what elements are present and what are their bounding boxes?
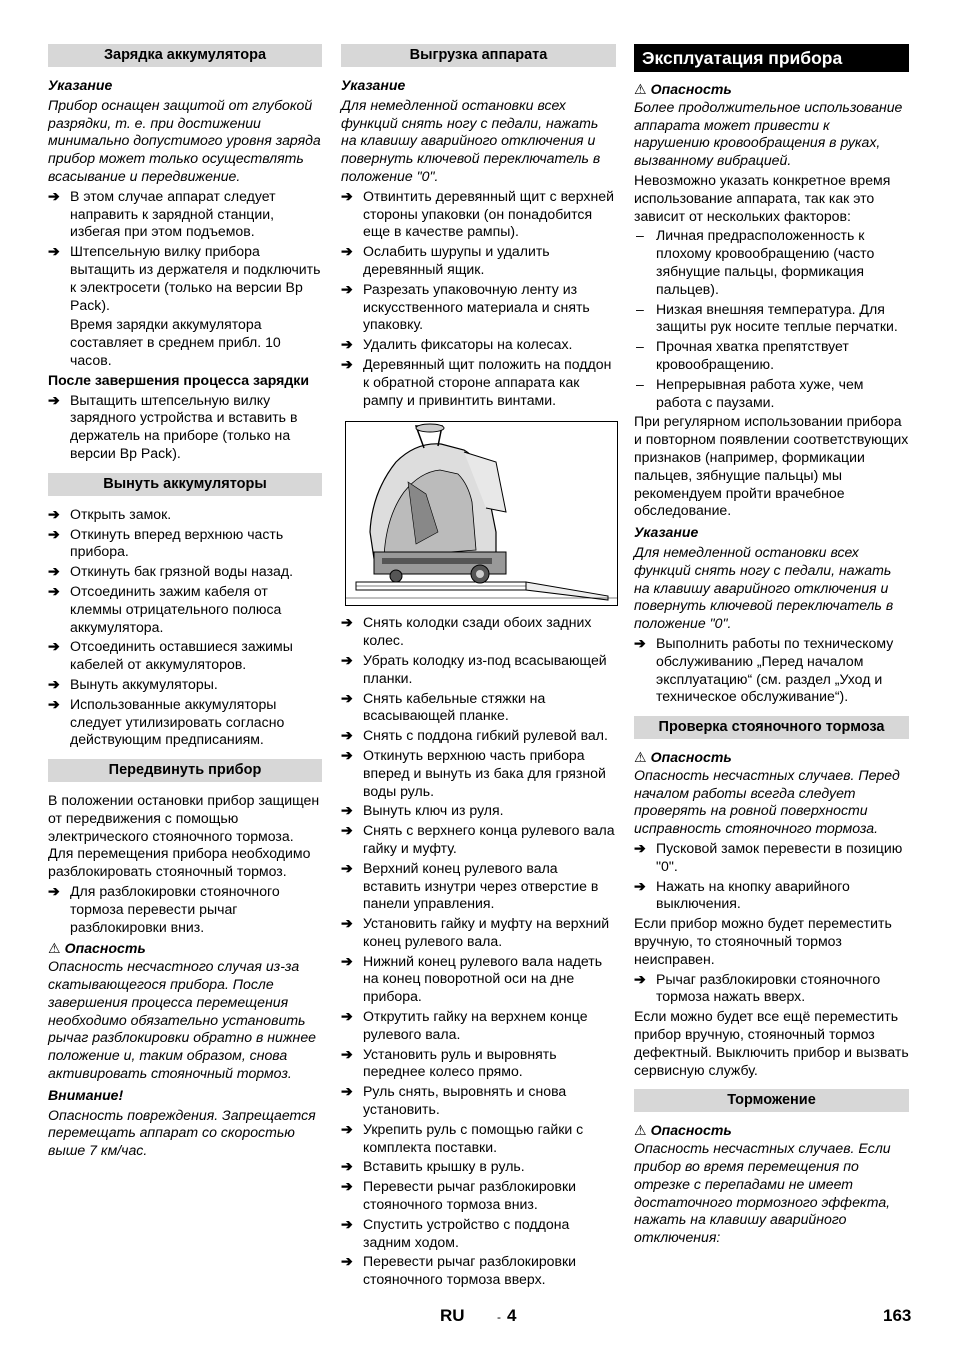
dash-bullet: – (636, 375, 644, 392)
list-item: ➔ Деревянный щит положить на поддон к обратной стороне аппарата как рампу и привинтить винтами. (341, 355, 612, 408)
danger-text: Более продолжительное использование аппарата может привести к нарушению кровообращения в руках, вызванному вибрацией. (634, 98, 903, 169)
list-item: ➔ Отсоединить оставшиеся зажимы кабелей от аккумуляторов. (48, 638, 293, 673)
arrow-icon: ➔ (341, 243, 353, 260)
arrow-icon: ➔ (341, 280, 353, 297)
machine-illustration (345, 421, 618, 606)
arrow-icon: ➔ (341, 1215, 353, 1232)
arrow-icon: ➔ (341, 746, 353, 763)
arrow-icon: ➔ (341, 614, 353, 631)
heading-move-device: Передвинуть прибор (48, 759, 322, 782)
note-text: Прибор оснащен защитой от глубокой разрядки, т. е. при достижении минимально допустимого уровня заряда прибор может только осуществлять всасывание и передвижение. (48, 96, 321, 184)
list-item: ➔ Откинуть верхнюю часть прибора вперед и вынуть из бака для грязной воды руль. (341, 746, 606, 799)
list-item: – Личная предрасположенность к плохому кровообращению (часто зябнущие пальцы, формикация пальцев). (636, 227, 875, 297)
list-item: ➔ Установить руль и выровнять переднее колесо прямо. (341, 1045, 557, 1080)
list-item: ➔ Откинуть бак грязной воды назад. (48, 563, 294, 580)
column-left (48, 44, 322, 1162)
arrow-icon: ➔ (341, 355, 353, 372)
arrow-icon: ➔ (341, 689, 353, 706)
list-item: ➔ Перевести рычаг разблокировки стояночного тормоза вниз. (341, 1178, 577, 1213)
note-text: Для немедленной остановки всех функций снять ногу с педали, нажать на клавишу аварийного отключения и повернуть ключевой переключатель в положение "0". (634, 543, 894, 632)
warning-triangle-icon: ⚠ (48, 940, 61, 957)
page-number: 163 (883, 1306, 912, 1325)
brake-text: Если прибор можно будет переместить вручную, то стояночный тормоз неисправен. (634, 915, 892, 967)
arrow-icon: ➔ (48, 243, 60, 260)
arrow-icon: ➔ (48, 391, 60, 408)
arrow-icon: ➔ (341, 859, 353, 876)
arrow-icon: ➔ (48, 675, 60, 692)
scrubber-on-pallet-drawing (346, 422, 617, 605)
vibration-text: Невозможно указать конкретное время использование аппарата, так как это зависит от нескольких факторов: (634, 171, 891, 224)
arrow-icon: ➔ (634, 840, 646, 857)
list-item: ➔ Снять с поддона гибкий рулевой вал. (341, 727, 608, 744)
list-item: ➔ Пусковой замок перевести в позицию "0". (634, 840, 903, 874)
arrow-icon: ➔ (341, 952, 353, 969)
list-item: ➔ Нижний конец рулевого вала надеть на конец поворотной оси на дне прибора. (341, 952, 603, 1005)
heading-charging: Зарядка аккумулятора (48, 44, 322, 67)
list-item: ➔ Ослабить шурупы и удалить деревянный ящик. (341, 243, 550, 277)
dash-bullet: – (636, 300, 644, 317)
arrow-icon: ➔ (341, 1083, 353, 1100)
list-item: ➔ Установить гайку и муфту на верхний конец рулевого вала. (341, 915, 610, 949)
regular-use-text: При регулярном использовании прибора и повторном появлении соответствующих признаков (например, формикации пальцев, зябнущие пальцы) мы рекомендуем пройти врачебное обследование. (634, 413, 909, 519)
arrow-icon: ➔ (341, 1008, 353, 1025)
list-item: ➔ Выполнить работы по техническому обслуживанию „Перед началом эксплуатацию“ (см. раздел „Уход и техническое обслуживание“). (634, 634, 894, 705)
list-item: ➔ Вынуть ключ из руля. (341, 802, 504, 819)
arrow-icon: ➔ (341, 1178, 353, 1195)
list-item: – Прочная хватка препятствует кровообращению. (636, 338, 849, 372)
list-item: – Низкая внешняя температура. Для защиты рук носите теплые перчатки. (636, 300, 898, 335)
arrow-icon: ➔ (341, 1120, 353, 1137)
list-item: ➔ Удалить фиксаторы на колесах. (341, 336, 573, 353)
footer-separator: - (497, 1310, 501, 1324)
danger-title: ⚠ Опасность (634, 81, 732, 97)
list-item: ➔ Отвинтить деревянный щит с верхней стороны упаковки (он понадобится еще в качестве рампы). (341, 187, 614, 240)
arrow-icon: ➔ (48, 563, 60, 580)
warning-triangle-icon: ⚠ (634, 1122, 647, 1139)
danger-text: Опасность несчастных случаев. Если прибор во время перемещения по отрезке с перепадами не имеет достаточного тормозного эффекта, нажать на клавишу аварийного отключения: (634, 1140, 891, 1246)
column-right (634, 44, 909, 1249)
arrow-icon: ➔ (341, 915, 353, 932)
list-item: ➔ Убрать колодку из-под всасывающей планки. (341, 651, 607, 686)
heading-remove-batteries: Вынуть аккумуляторы (48, 473, 322, 496)
arrow-icon: ➔ (341, 1045, 353, 1062)
list-item: ➔ Открутить гайку на верхнем конце рулевого вала. (341, 1008, 588, 1042)
footer-section-number: 4 (507, 1306, 517, 1325)
list-item: ➔ Укрепить руль с помощью гайки с комплекта поставки. (341, 1120, 584, 1155)
note-title: Указание (48, 77, 113, 93)
danger-text: Опасность несчастного случая из-за скатывающегося прибора. После завершения процесса перемещения необходимо обязательно установить рычаг разблокировки обратно в нижнее положение и, таким образом, снова активировать стояночный тормоз. (48, 958, 316, 1082)
heading-braking: Торможение (634, 1089, 909, 1112)
arrow-icon: ➔ (48, 695, 60, 712)
note-title: Указание (634, 524, 699, 541)
list-item: ➔ Вынуть аккумуляторы. (48, 675, 218, 692)
move-text: В положении остановки прибор защищен от передвижения с помощью электрического стояночного тормоза. Для перемещения прибора необходимо разблокировать стояночный тормоз. (48, 792, 320, 880)
dash-bullet: – (636, 338, 644, 355)
arrow-icon: ➔ (341, 187, 353, 204)
after-charge-title: После завершения процесса зарядки (48, 371, 310, 388)
arrow-icon: ➔ (634, 970, 646, 987)
list-item: ➔ Перевести рычаг разблокировки стояночного тормоза вверх. (341, 1253, 577, 1288)
list-item: ➔ Вставить крышку в руль. (341, 1158, 525, 1175)
list-item: ➔ Рычаг разблокировки стояночного тормоза нажать вверх. (634, 970, 881, 1005)
list-item: ➔ Использованные аккумуляторы следует утилизировать согласно действующим предписаниям. (48, 695, 285, 748)
arrow-icon: ➔ (341, 822, 353, 839)
arrow-icon: ➔ (634, 877, 646, 894)
list-item: ➔ Спустить устройство с поддона задним ходом. (341, 1215, 570, 1250)
dash-bullet: – (636, 227, 644, 244)
list-item: ➔ Снять кабельные стяжки на всасывающей планке. (341, 689, 546, 724)
warning-triangle-icon: ⚠ (634, 749, 647, 766)
list-item: ➔ В этом случае аппарат следует направить к зарядной станции, избегая при этом подъемов. (48, 187, 276, 240)
list-item: ➔ Штепсельную вилку прибора вытащить из держателя и подключить к электросети (только на версии Bp Pack). (48, 243, 321, 313)
arrow-icon: ➔ (48, 525, 60, 542)
list-item: ➔ Откинуть вперед верхнюю часть прибора. (48, 525, 284, 560)
arrow-icon: ➔ (634, 634, 646, 651)
list-item: ➔ Снять с верхнего конца рулевого вала гайку и муфту. (341, 822, 615, 856)
list-item: ➔ Вытащить штепсельную вилку зарядного устройства и вставить в держатель на приборе (только на версии Bp Pack). (48, 391, 298, 461)
heading-unloading: Выгрузка аппарата (341, 44, 616, 67)
heading-parking-brake-check: Проверка стояночного тормоза (634, 716, 909, 739)
danger-title: ⚠ Опасность (634, 1122, 732, 1139)
list-item: ➔ Отсоединить зажим кабеля от клеммы отрицательного полюса аккумулятора. (48, 582, 282, 635)
arrow-icon: ➔ (341, 802, 353, 819)
list-item: ➔ Разрезать упаковочную ленту из искусственного материала и снять упаковку. (341, 280, 590, 333)
arrow-icon: ➔ (341, 651, 353, 668)
danger-title: ⚠ Опасность (48, 940, 146, 957)
column-middle (341, 44, 616, 1291)
arrow-icon: ➔ (48, 638, 60, 655)
charge-time-text: Время зарядки аккумулятора составляет в среднем прибл. 10 часов. (70, 316, 281, 368)
attention-title: Внимание! (48, 1086, 124, 1103)
arrow-icon: ➔ (48, 505, 60, 522)
danger-title: ⚠ Опасность (634, 749, 732, 766)
attention-text: Опасность повреждения. Запрещается перемещать аппарат со скоростью выше 7 км/час. (48, 1106, 316, 1159)
list-item: ➔ Для разблокировки стояночного тормоза перевести рычаг разблокировки вниз. (48, 883, 280, 935)
arrow-icon: ➔ (341, 336, 353, 353)
arrow-icon: ➔ (341, 727, 353, 744)
warning-triangle-icon: ⚠ (634, 81, 647, 97)
note-title: Указание (341, 77, 406, 93)
arrow-icon: ➔ (341, 1158, 353, 1175)
footer-lang: RU (440, 1306, 465, 1325)
list-item: ➔ Снять колодки сзади обоих задних колес. (341, 614, 592, 649)
list-item: ➔ Верхний конец рулевого вала вставить изнутри через отверстие в панели управления. (341, 859, 599, 912)
arrow-icon: ➔ (48, 187, 60, 204)
arrow-icon: ➔ (48, 582, 60, 599)
brake-text: Если можно будет все ещё переместить прибор вручную, стояночный тормоз дефектный. Выключить прибор и вызвать сервисную службу. (634, 1008, 909, 1078)
list-item: ➔ Руль снять, выровнять и снова установить. (341, 1083, 567, 1118)
arrow-icon: ➔ (48, 883, 60, 900)
note-text: Для немедленной остановки всех функций снять ногу с педали, нажать на клавишу аварийного отключения и повернуть ключевой переключатель в положение "0". (341, 96, 601, 184)
list-item: ➔ Нажать на кнопку аварийного выключения. (634, 877, 850, 912)
heading-operation: Эксплуатация прибора (634, 44, 909, 72)
list-item: ➔ Открыть замок. (48, 505, 172, 522)
danger-text: Опасность несчастных случаев. Перед началом работы всегда следует проверять на ровной поверхности исправность стояночного тормоза. (634, 766, 900, 837)
list-item: – Непрерывная работа хуже, чем работа с паузами. (636, 375, 864, 410)
arrow-icon: ➔ (341, 1253, 353, 1270)
